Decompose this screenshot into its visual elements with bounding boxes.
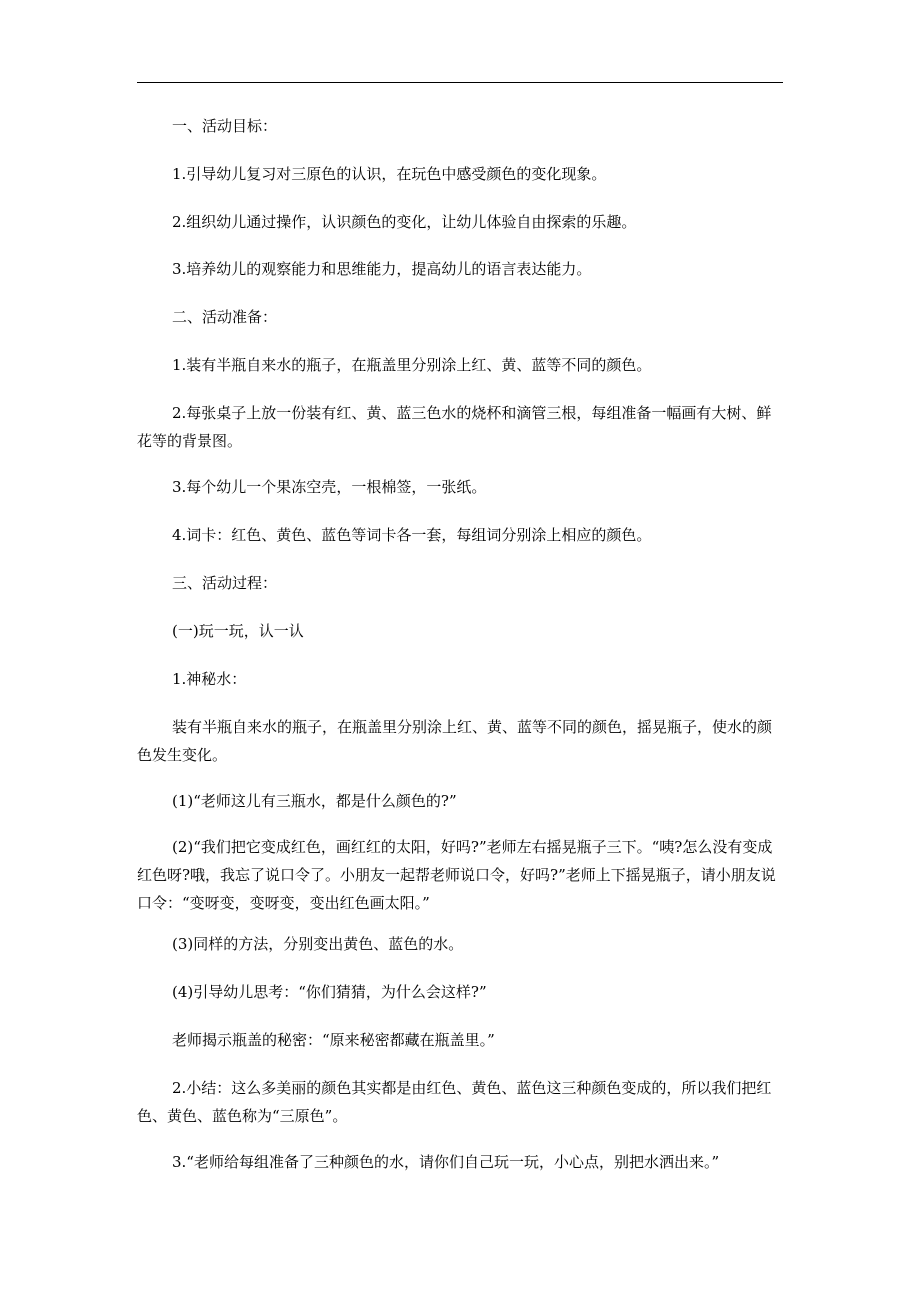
goal-item-2: 2.组织幼儿通过操作，认识颜色的变化，让幼儿体验自由探索的乐趣。 [172, 213, 637, 231]
mystery-water-step-3: (3)同样的方法，分别变出黄色、蓝色的水。 [172, 935, 464, 953]
mystery-water-step-4: (4)引导幼儿思考：“你们猜猜，为什么会这样?” [172, 983, 487, 1001]
process-subheading-1: (一)玩一玩，认一认 [172, 622, 304, 640]
preparation-item-3: 3.每个幼儿一个果冻空壳，一根棉签，一张纸。 [172, 478, 487, 496]
section-heading-goals: 一、活动目标： [172, 117, 278, 135]
teacher-reveal: 老师揭示瓶盖的秘密：“原来秘密都藏在瓶盖里。” [172, 1031, 495, 1049]
section-heading-process: 三、活动过程： [172, 574, 278, 592]
goal-item-1: 1.引导幼儿复习对三原色的认识，在玩色中感受颜色的变化现象。 [172, 165, 607, 183]
preparation-item-4: 4.词卡：红色、黄色、蓝色等词卡各一套，每组词分别涂上相应的颜色。 [172, 526, 652, 544]
preparation-item-2: 2.每张桌子上放一份装有红、黄、蓝三色水的烧杯和滴管三根，每组准备一幅画有大树、鲜花等的背景图。 [137, 404, 772, 450]
goal-item-3: 3.培养幼儿的观察能力和思维能力，提高幼儿的语言表达能力。 [172, 260, 592, 278]
header-rule [137, 82, 783, 83]
summary-paragraph: 2.小结：这么多美丽的颜色其实都是由红色、黄色、蓝色这三种颜色变成的，所以我们把红色、黄色、蓝色称为“三原色”。 [137, 1079, 772, 1125]
mystery-water-step-2: (2)“我们把它变成红色，画红红的太阳，好吗?”老师左右摇晃瓶子三下。“咦?怎么没有变成红色呀?哦，我忘了说口令了。小朋友一起帮老师说口令，好吗?”老师上下摇晃瓶子，请小朋友说口令：“变呀变，变呀变，变出红色画太阳。” [137, 838, 776, 912]
preparation-item-1: 1.装有半瓶自来水的瓶子，在瓶盖里分别涂上红、黄、蓝等不同的颜色。 [172, 356, 652, 374]
mystery-water-description: 装有半瓶自来水的瓶子，在瓶盖里分别涂上红、黄、蓝等不同的颜色，摇晃瓶子，使水的颜色发生变化。 [137, 718, 773, 764]
process-step-mystery-water: 1.神秘水： [172, 670, 247, 688]
process-step-3: 3.“老师给每组准备了三种颜色的水，请你们自己玩一玩，小心点，别把水洒出来。” [172, 1153, 720, 1171]
mystery-water-step-1: (1)“老师这儿有三瓶水，都是什么颜色的?” [172, 792, 457, 810]
section-heading-preparation: 二、活动准备： [172, 308, 278, 326]
